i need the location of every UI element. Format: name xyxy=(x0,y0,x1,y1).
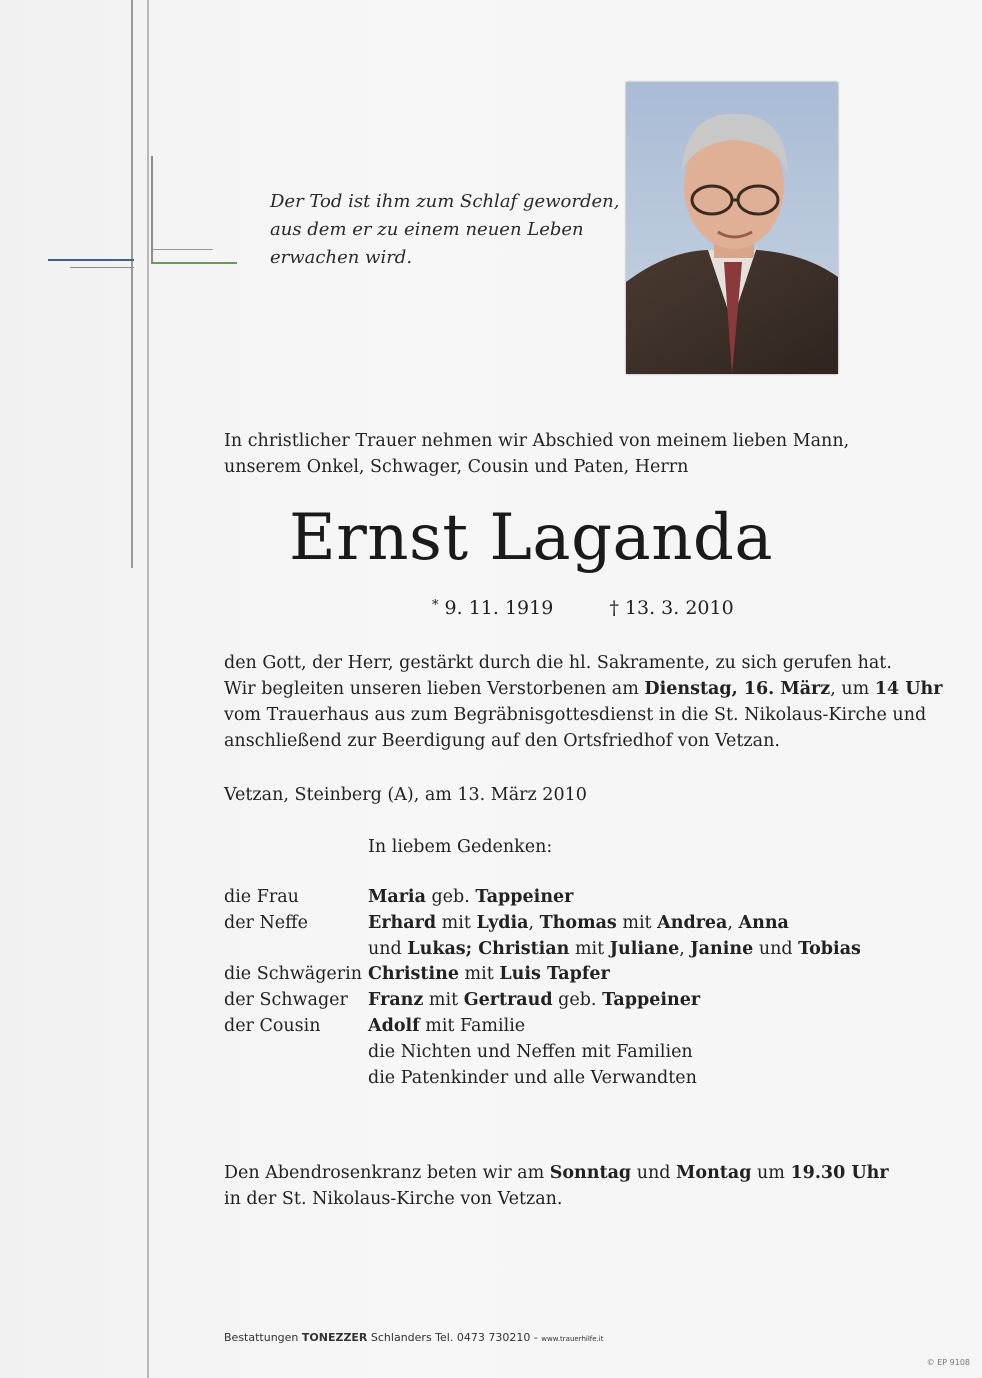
portrait-image xyxy=(626,82,838,374)
relative-name: Tappeiner xyxy=(602,990,701,1011)
family-row xyxy=(224,885,861,911)
rosary-time: 19.30 Uhr xyxy=(790,1163,889,1183)
quote-line: Der Tod ist ihm zum Schlaf geworden, xyxy=(270,191,620,212)
intro-line: unserem Onkel, Schwager, Cousin und Paten, Herrn xyxy=(224,457,689,477)
death-symbol: † xyxy=(609,597,619,619)
relative-names xyxy=(368,1066,697,1092)
details-line: anschließend zur Beerdigung auf den Ortsfriedhof von Vetzan. xyxy=(224,731,780,751)
connector-text: mit xyxy=(436,912,477,933)
connector-text: und xyxy=(753,938,799,959)
relative-name: Juliane xyxy=(609,938,680,959)
cross-vertical-short xyxy=(151,156,153,262)
relative-names xyxy=(368,962,610,988)
details-text: Wir begleiten unseren lieben Verstorbenen am xyxy=(224,679,645,699)
rosary-line xyxy=(224,1160,889,1186)
connector-text: geb. xyxy=(552,990,603,1011)
relative-name: Andrea xyxy=(657,912,728,933)
relation-label xyxy=(224,1066,368,1092)
connector-text: mit xyxy=(423,990,464,1011)
footer-url: www.trauerhilfe.it xyxy=(541,1335,604,1343)
rosary-text: um xyxy=(751,1163,791,1183)
relation-label: die Frau xyxy=(224,887,299,907)
cross-arm-green xyxy=(151,262,237,264)
connector-text: die Patenkinder und alle Verwandten xyxy=(368,1067,697,1088)
family-row xyxy=(224,988,861,1014)
print-code: © EP 9108 xyxy=(926,1358,970,1367)
family-row xyxy=(224,911,861,937)
rosary-line: in der St. Nikolaus-Kirche von Vetzan. xyxy=(224,1189,563,1209)
relative-name: Thomas xyxy=(539,912,617,933)
deceased-name: Ernst Laganda xyxy=(288,501,774,575)
connector-text: geb. xyxy=(425,887,476,907)
details-line: den Gott, der Herr, gestärkt durch die hl. Sakramente, zu sich gerufen hat. xyxy=(224,653,892,673)
relative-name: Lukas; Christian xyxy=(407,938,570,959)
funeral-home-footer xyxy=(224,1331,603,1344)
cross-vertical-line-long xyxy=(147,0,149,1378)
relation-label: der Cousin xyxy=(224,1015,321,1036)
relative-name: Tobias xyxy=(798,938,861,959)
funeral-time: 14 Uhr xyxy=(874,679,943,699)
relative-name: Gertraud xyxy=(463,990,553,1011)
family-row xyxy=(224,1014,861,1040)
details-line xyxy=(224,676,942,702)
family-row xyxy=(224,1040,861,1066)
relative-name: Janine xyxy=(690,938,754,959)
rosary-day: Montag xyxy=(676,1163,752,1183)
connector-text: die Nichten und Neffen mit Familien xyxy=(368,1041,693,1062)
relative-name: Anna xyxy=(738,912,789,933)
cross-arm-blue xyxy=(48,259,134,261)
family-row xyxy=(224,937,861,963)
relative-names xyxy=(368,885,573,911)
relation-label: die Schwägerin xyxy=(224,964,362,985)
relation-label xyxy=(224,1040,368,1066)
rosary-text: und xyxy=(631,1163,677,1183)
connector-text: mit xyxy=(616,912,658,933)
relative-name: Erhard xyxy=(368,912,437,933)
connector-text: und xyxy=(368,938,408,959)
birth-symbol: * xyxy=(432,598,439,613)
connector-text: mit xyxy=(458,964,500,985)
footer-contact: Schlanders Tel. 0473 730210 - xyxy=(367,1331,542,1344)
connector-text: , xyxy=(528,912,540,933)
relation-label: der Schwager xyxy=(224,990,348,1011)
death-date: 13. 3. 2010 xyxy=(624,597,734,619)
relative-names xyxy=(368,911,789,937)
memorial-quote xyxy=(270,188,620,272)
intro-line: In christlicher Trauer nehmen wir Abschied von meinem lieben Mann, xyxy=(224,431,850,451)
footer-prefix: Bestattungen xyxy=(224,1331,302,1344)
cross-arm-right xyxy=(151,249,213,250)
quote-line: erwachen wird. xyxy=(270,247,413,268)
family-row xyxy=(224,1066,861,1092)
family-list xyxy=(224,885,861,1091)
relative-names xyxy=(368,988,700,1014)
details-text: , um xyxy=(830,679,875,699)
rosary-notice xyxy=(224,1160,889,1212)
details-line: vom Trauerhaus aus zum Begräbnisgottesdienst in die St. Nikolaus-Kirche und xyxy=(224,705,927,725)
relative-name: Christine xyxy=(368,964,459,985)
connector-text: mit xyxy=(569,938,610,959)
place-date: Vetzan, Steinberg (A), am 13. März 2010 xyxy=(224,785,587,805)
cross-arm-grey xyxy=(70,267,134,268)
memory-heading: In liebem Gedenken: xyxy=(368,837,553,857)
relation-label: der Neffe xyxy=(224,912,308,933)
relative-name: Adolf xyxy=(368,1015,420,1036)
relative-names xyxy=(368,1040,693,1066)
rosary-text: Den Abendrosenkranz beten wir am xyxy=(224,1163,550,1183)
relative-name: Luis Tapfer xyxy=(499,964,610,985)
life-dates xyxy=(432,595,734,621)
connector-text: , xyxy=(679,938,691,959)
rosary-day: Sonntag xyxy=(549,1163,632,1183)
relative-name: Tappeiner xyxy=(475,887,574,907)
portrait-photo xyxy=(626,82,838,374)
funeral-details xyxy=(224,650,942,754)
relative-name: Lydia xyxy=(476,912,529,933)
relative-name: Maria xyxy=(368,887,426,907)
cross-vertical-line xyxy=(131,0,133,568)
funeral-date: Dienstag, 16. März xyxy=(644,679,831,699)
connector-text: mit Familie xyxy=(419,1015,526,1036)
quote-line: aus dem er zu einem neuen Leben xyxy=(270,219,584,240)
footer-company: TONEZZER xyxy=(301,1331,368,1344)
intro-text xyxy=(224,428,849,480)
connector-text: , xyxy=(727,912,739,933)
relative-names xyxy=(368,937,861,963)
relative-name: Franz xyxy=(368,990,424,1011)
family-row xyxy=(224,962,861,988)
birth-date: 9. 11. 1919 xyxy=(444,597,554,619)
relation-label xyxy=(224,937,368,963)
relative-names xyxy=(368,1014,525,1040)
